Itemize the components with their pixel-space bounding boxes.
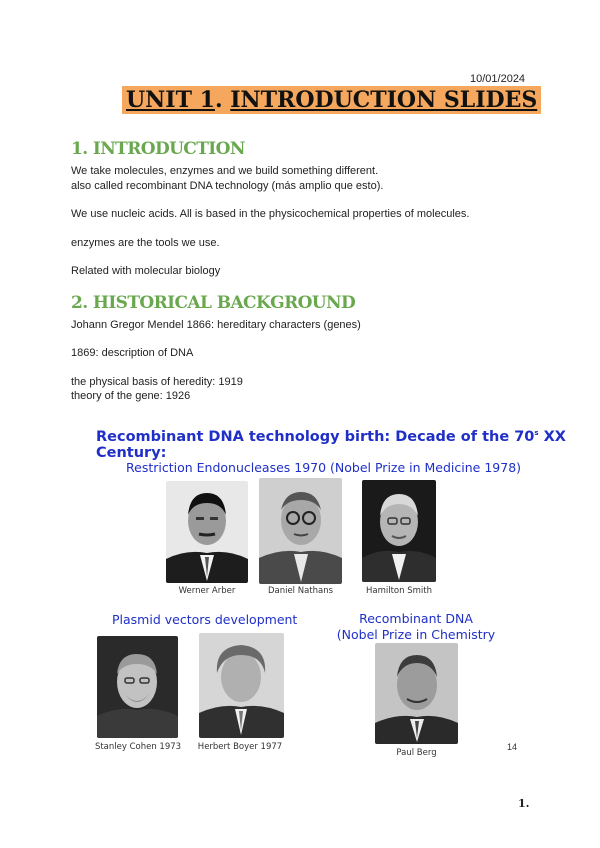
slide-number: 14 — [507, 742, 518, 752]
caption-hamilton-smith: Hamilton Smith — [366, 586, 432, 596]
page-title — [122, 86, 541, 114]
photo-stanley-cohen — [97, 636, 178, 738]
intro-line-3: We use nucleic acids. All is based in the physicochemical properties of molecules. — [71, 208, 470, 220]
history-line-3: the physical basis of heredity: 1919 — [71, 376, 243, 388]
slide-subtitle: Restriction Endonucleases 1970 (Nobel Prize in Medicine 1978) — [126, 460, 522, 475]
title-separator: . — [214, 87, 231, 113]
caption-herbert-boyer: Herbert Boyer 1977 — [197, 742, 283, 752]
section-heading-introduction: 1. INTRODUCTION — [71, 139, 245, 159]
section-heading-historical: 2. HISTORICAL BACKGROUND — [71, 293, 356, 313]
intro-line-5: Related with molecular biology — [71, 265, 221, 277]
intro-line-2: also called recombinant DNA technology (más amplio que esto). — [71, 180, 384, 192]
slide-title-sup: s — [534, 429, 539, 438]
page-number: 1. — [518, 797, 530, 810]
plasmid-title: Plasmid vectors development — [112, 612, 298, 627]
slide-title — [96, 429, 600, 461]
recombinant-dna-subtitle: (Nobel Prize in Chemistry — [336, 627, 496, 642]
intro-line-4: enzymes are the tools we use. — [71, 237, 220, 249]
history-line-4: theory of the gene: 1926 — [71, 390, 191, 402]
intro-line-1: We take molecules, enzymes and we build something different. — [71, 165, 379, 177]
document-date: 10/01/2024 — [470, 73, 526, 85]
slide-title-bold: Recombinant DNA technology birth: — [96, 429, 391, 445]
caption-paul-berg: Paul Berg — [396, 748, 437, 758]
history-line-1: Johann Gregor Mendel 1866: hereditary characters (genes) — [71, 319, 361, 331]
photo-paul-berg — [375, 643, 458, 744]
photo-hamilton-smith — [362, 480, 436, 582]
caption-daniel-nathans: Daniel Nathans — [267, 586, 334, 596]
history-line-2: 1869: description of DNA — [71, 347, 194, 359]
photo-herbert-boyer — [199, 633, 284, 738]
slide-title-end: XX Century: — [96, 429, 566, 461]
caption-stanley-cohen: Stanley Cohen 1973 — [94, 742, 182, 752]
slide-title-rest: Decade of the 70 — [390, 429, 535, 445]
title-text: INTRODUCTION SLIDES — [230, 87, 538, 113]
recombinant-dna-title: Recombinant DNA — [359, 611, 473, 626]
caption-werner-arber: Werner Arber — [178, 586, 236, 596]
photo-daniel-nathans — [259, 478, 342, 584]
photo-werner-arber — [166, 481, 248, 583]
title-unit: UNIT 1 — [126, 87, 215, 113]
